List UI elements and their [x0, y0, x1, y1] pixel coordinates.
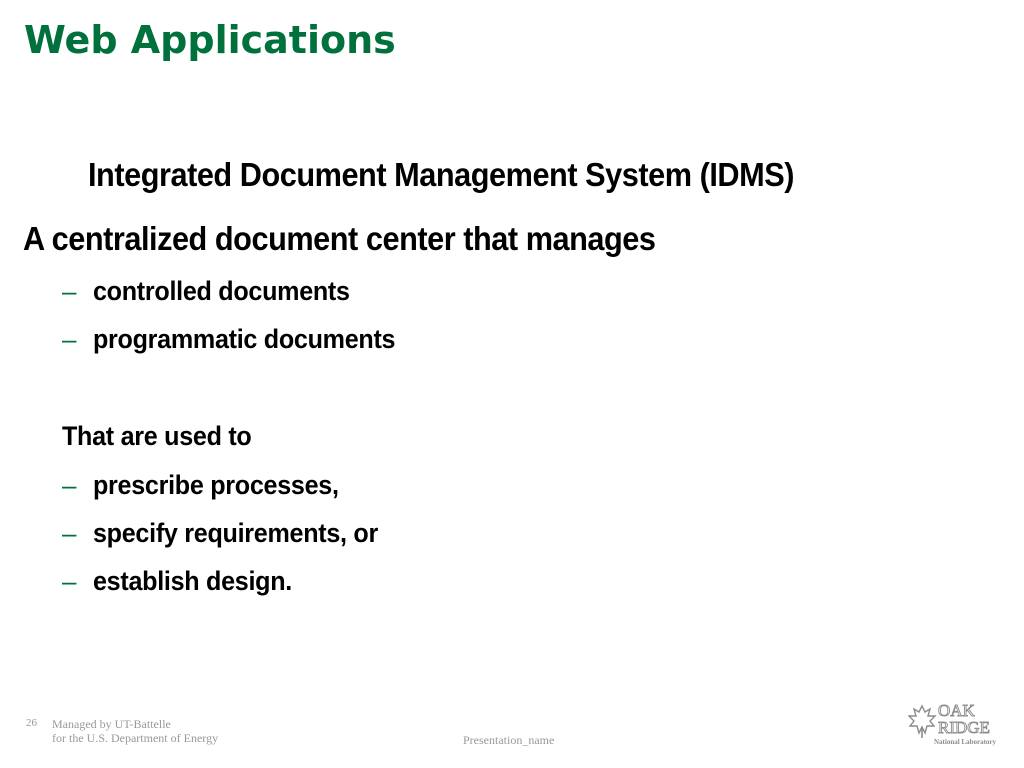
purpose-list	[62, 470, 399, 614]
bullet-text: prescribe processes,	[93, 470, 339, 500]
dash-bullet-icon: –	[62, 518, 77, 548]
managed-line-2: for the U.S. Department of Energy	[52, 731, 219, 745]
oak-leaf-icon	[909, 706, 935, 738]
bullet-text: controlled documents	[93, 276, 350, 306]
bullet-text: programmatic documents	[93, 324, 396, 354]
managed-by-note	[52, 717, 218, 745]
logo-line-2: RIDGE	[938, 718, 990, 737]
slide-subtitle: Integrated Document Management System (IDMS)	[88, 156, 794, 193]
logo-line-3: National Laboratory	[934, 738, 997, 746]
list-item	[62, 470, 399, 518]
dash-bullet-icon: –	[62, 470, 77, 500]
intro-text: A centralized document center that manages	[23, 220, 656, 257]
dash-bullet-icon: –	[62, 276, 77, 306]
bullet-text: establish design.	[93, 566, 292, 596]
logo-line-1: OAK	[938, 701, 975, 720]
slide-title: Web Applications	[24, 18, 396, 62]
managed-line-1: Managed by UT-Battelle	[52, 717, 171, 731]
used-to-heading: That are used to	[62, 421, 252, 451]
list-item	[62, 276, 418, 324]
list-item	[62, 518, 399, 566]
presentation-name: Presentation_name	[463, 733, 555, 747]
list-item	[62, 324, 418, 372]
oak-ridge-logo	[908, 698, 1000, 748]
bullet-text: specify requirements, or	[93, 518, 378, 548]
page-number: 26	[26, 717, 37, 729]
dash-bullet-icon: –	[62, 324, 77, 354]
dash-bullet-icon: –	[62, 566, 77, 596]
managed-documents-list	[62, 276, 418, 372]
list-item	[62, 566, 399, 614]
